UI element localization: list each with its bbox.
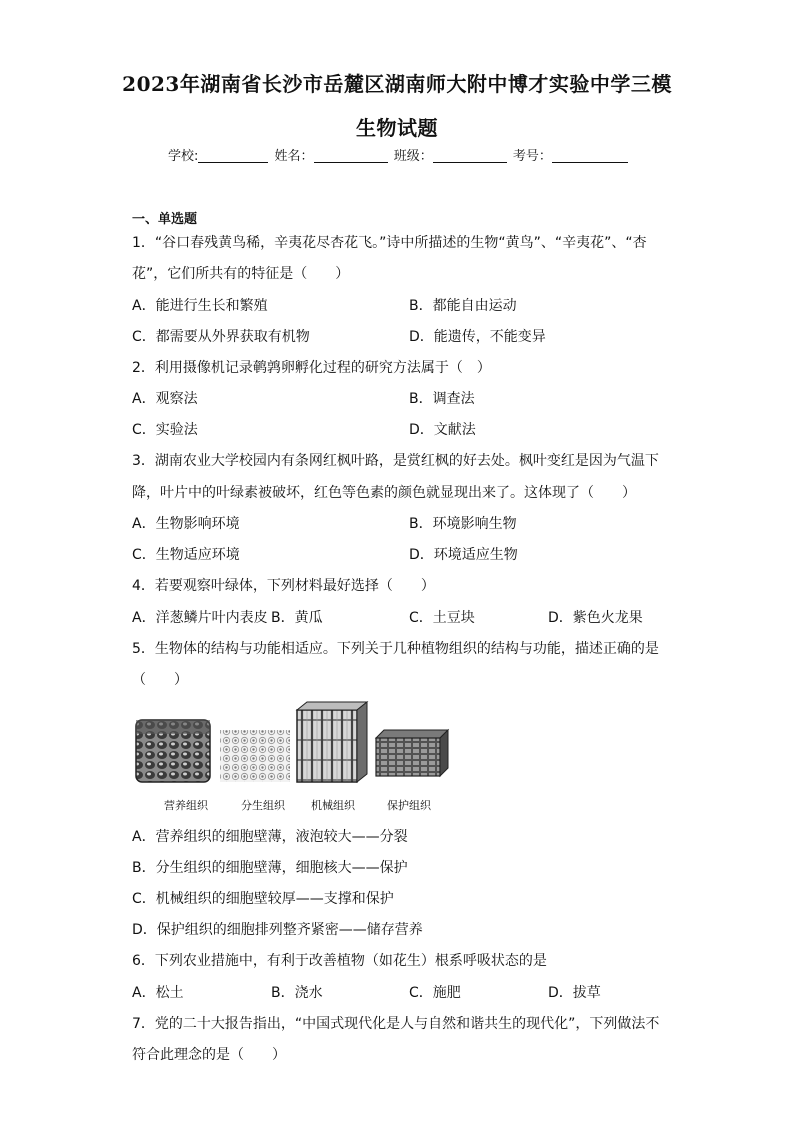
q6-option-a[interactable]: A．松土 bbox=[132, 985, 184, 1001]
q5-option-b[interactable]: B．分生组织的细胞壁薄，细胞核大——保护 bbox=[132, 860, 408, 876]
nutritive-tissue-illustration bbox=[136, 720, 210, 782]
q1-option-c[interactable]: C．都需要从外界获取有机物 bbox=[132, 329, 310, 345]
class-blank[interactable] bbox=[433, 148, 507, 163]
question-5-line-1: 5．生物体的结构与功能相适应。下列关于几种植物组织的结构与功能，描述正确的是 bbox=[132, 641, 659, 657]
question-1-line-1: 1．“谷口春残黄鸟稀，辛夷花尽杏花飞。”诗中所描述的生物“黄鸟”、“辛夷花”、“杏 bbox=[132, 235, 647, 251]
name-blank[interactable] bbox=[314, 148, 388, 163]
q2-option-b[interactable]: B．调查法 bbox=[409, 391, 475, 407]
exam-number-label: 考号： bbox=[512, 149, 552, 164]
figure-label-meristem: 分生组织 bbox=[241, 799, 285, 812]
q4-option-a[interactable]: A．洋葱鳞片叶内表皮 bbox=[132, 610, 268, 626]
name-label: 姓名： bbox=[274, 149, 314, 164]
question-3-line-2: 降，叶片中的叶绿素被破坏，红色等色素的颜色就显现出来了。这体现了（ ） bbox=[132, 485, 636, 501]
section-heading: 一、单选题 bbox=[132, 212, 198, 227]
figure-label-mechanical: 机械组织 bbox=[311, 799, 355, 812]
exam-subtitle: 生物试题 bbox=[356, 116, 438, 140]
q2-option-c[interactable]: C．实验法 bbox=[132, 422, 198, 438]
mechanical-tissue-illustration bbox=[297, 702, 367, 782]
question-4-line-1: 4．若要观察叶绿体，下列材料最好选择（ ） bbox=[132, 578, 435, 594]
q4-option-b[interactable]: B．黄瓜 bbox=[271, 610, 323, 626]
q1-option-a[interactable]: A．能进行生长和繁殖 bbox=[132, 298, 268, 314]
q5-option-c[interactable]: C．机械组织的细胞壁较厚——支撑和保护 bbox=[132, 891, 394, 907]
question-3-line-1: 3．湖南农业大学校园内有条网红枫叶路，是赏红枫的好去处。枫叶变红是因为气温下 bbox=[132, 453, 659, 469]
school-blank[interactable] bbox=[198, 148, 268, 163]
q6-option-b[interactable]: B．浇水 bbox=[271, 985, 323, 1001]
q4-option-c[interactable]: C．土豆块 bbox=[409, 610, 475, 626]
q1-option-d[interactable]: D．能遗传，不能变异 bbox=[409, 329, 546, 345]
protective-tissue-illustration bbox=[376, 730, 448, 776]
question-5-line-2: （ ） bbox=[132, 672, 188, 688]
q5-option-a[interactable]: A．营养组织的细胞壁薄，液泡较大——分裂 bbox=[132, 829, 408, 845]
q1-option-b[interactable]: B．都能自由运动 bbox=[409, 298, 517, 314]
meristem-tissue-illustration bbox=[220, 730, 290, 782]
q6-option-d[interactable]: D．拔草 bbox=[548, 985, 601, 1001]
q3-option-a[interactable]: A．生物影响环境 bbox=[132, 516, 240, 532]
q3-option-b[interactable]: B．环境影响生物 bbox=[409, 516, 517, 532]
question-2-line-1: 2．利用摄像机记录鹌鹑卵孵化过程的研究方法属于（ ） bbox=[132, 360, 491, 376]
question-6-line-1: 6．下列农业措施中，有利于改善植物（如花生）根系呼吸状态的是 bbox=[132, 953, 547, 969]
school-label: 学校: bbox=[168, 149, 199, 164]
question-1-line-2: 花”，它们所共有的特征是（ ） bbox=[132, 266, 350, 282]
q4-option-d[interactable]: D．紫色火龙果 bbox=[548, 610, 643, 626]
figure-label-protective: 保护组织 bbox=[387, 799, 431, 812]
q3-option-d[interactable]: D．环境适应生物 bbox=[409, 547, 518, 563]
exam-title: 2023年湖南省长沙市岳麓区湖南师大附中博才实验中学三模 bbox=[122, 72, 672, 96]
q5-option-d[interactable]: D．保护组织的细胞排列整齐紧密——储存营养 bbox=[132, 922, 423, 938]
q2-option-a[interactable]: A．观察法 bbox=[132, 391, 198, 407]
figure-label-nutritive: 营养组织 bbox=[164, 799, 208, 812]
q6-option-c[interactable]: C．施肥 bbox=[409, 985, 461, 1001]
q3-option-c[interactable]: C．生物适应环境 bbox=[132, 547, 240, 563]
exam-number-blank[interactable] bbox=[552, 148, 628, 163]
question-7-line-2: 符合此理念的是（ ） bbox=[132, 1047, 286, 1063]
question-7-line-1: 7．党的二十大报告指出，“中国式现代化是人与自然和谐共生的现代化”，下列做法不 bbox=[132, 1016, 660, 1032]
class-label: 班级： bbox=[393, 149, 433, 164]
student-info-row bbox=[168, 145, 630, 164]
q2-option-d[interactable]: D．文献法 bbox=[409, 422, 476, 438]
